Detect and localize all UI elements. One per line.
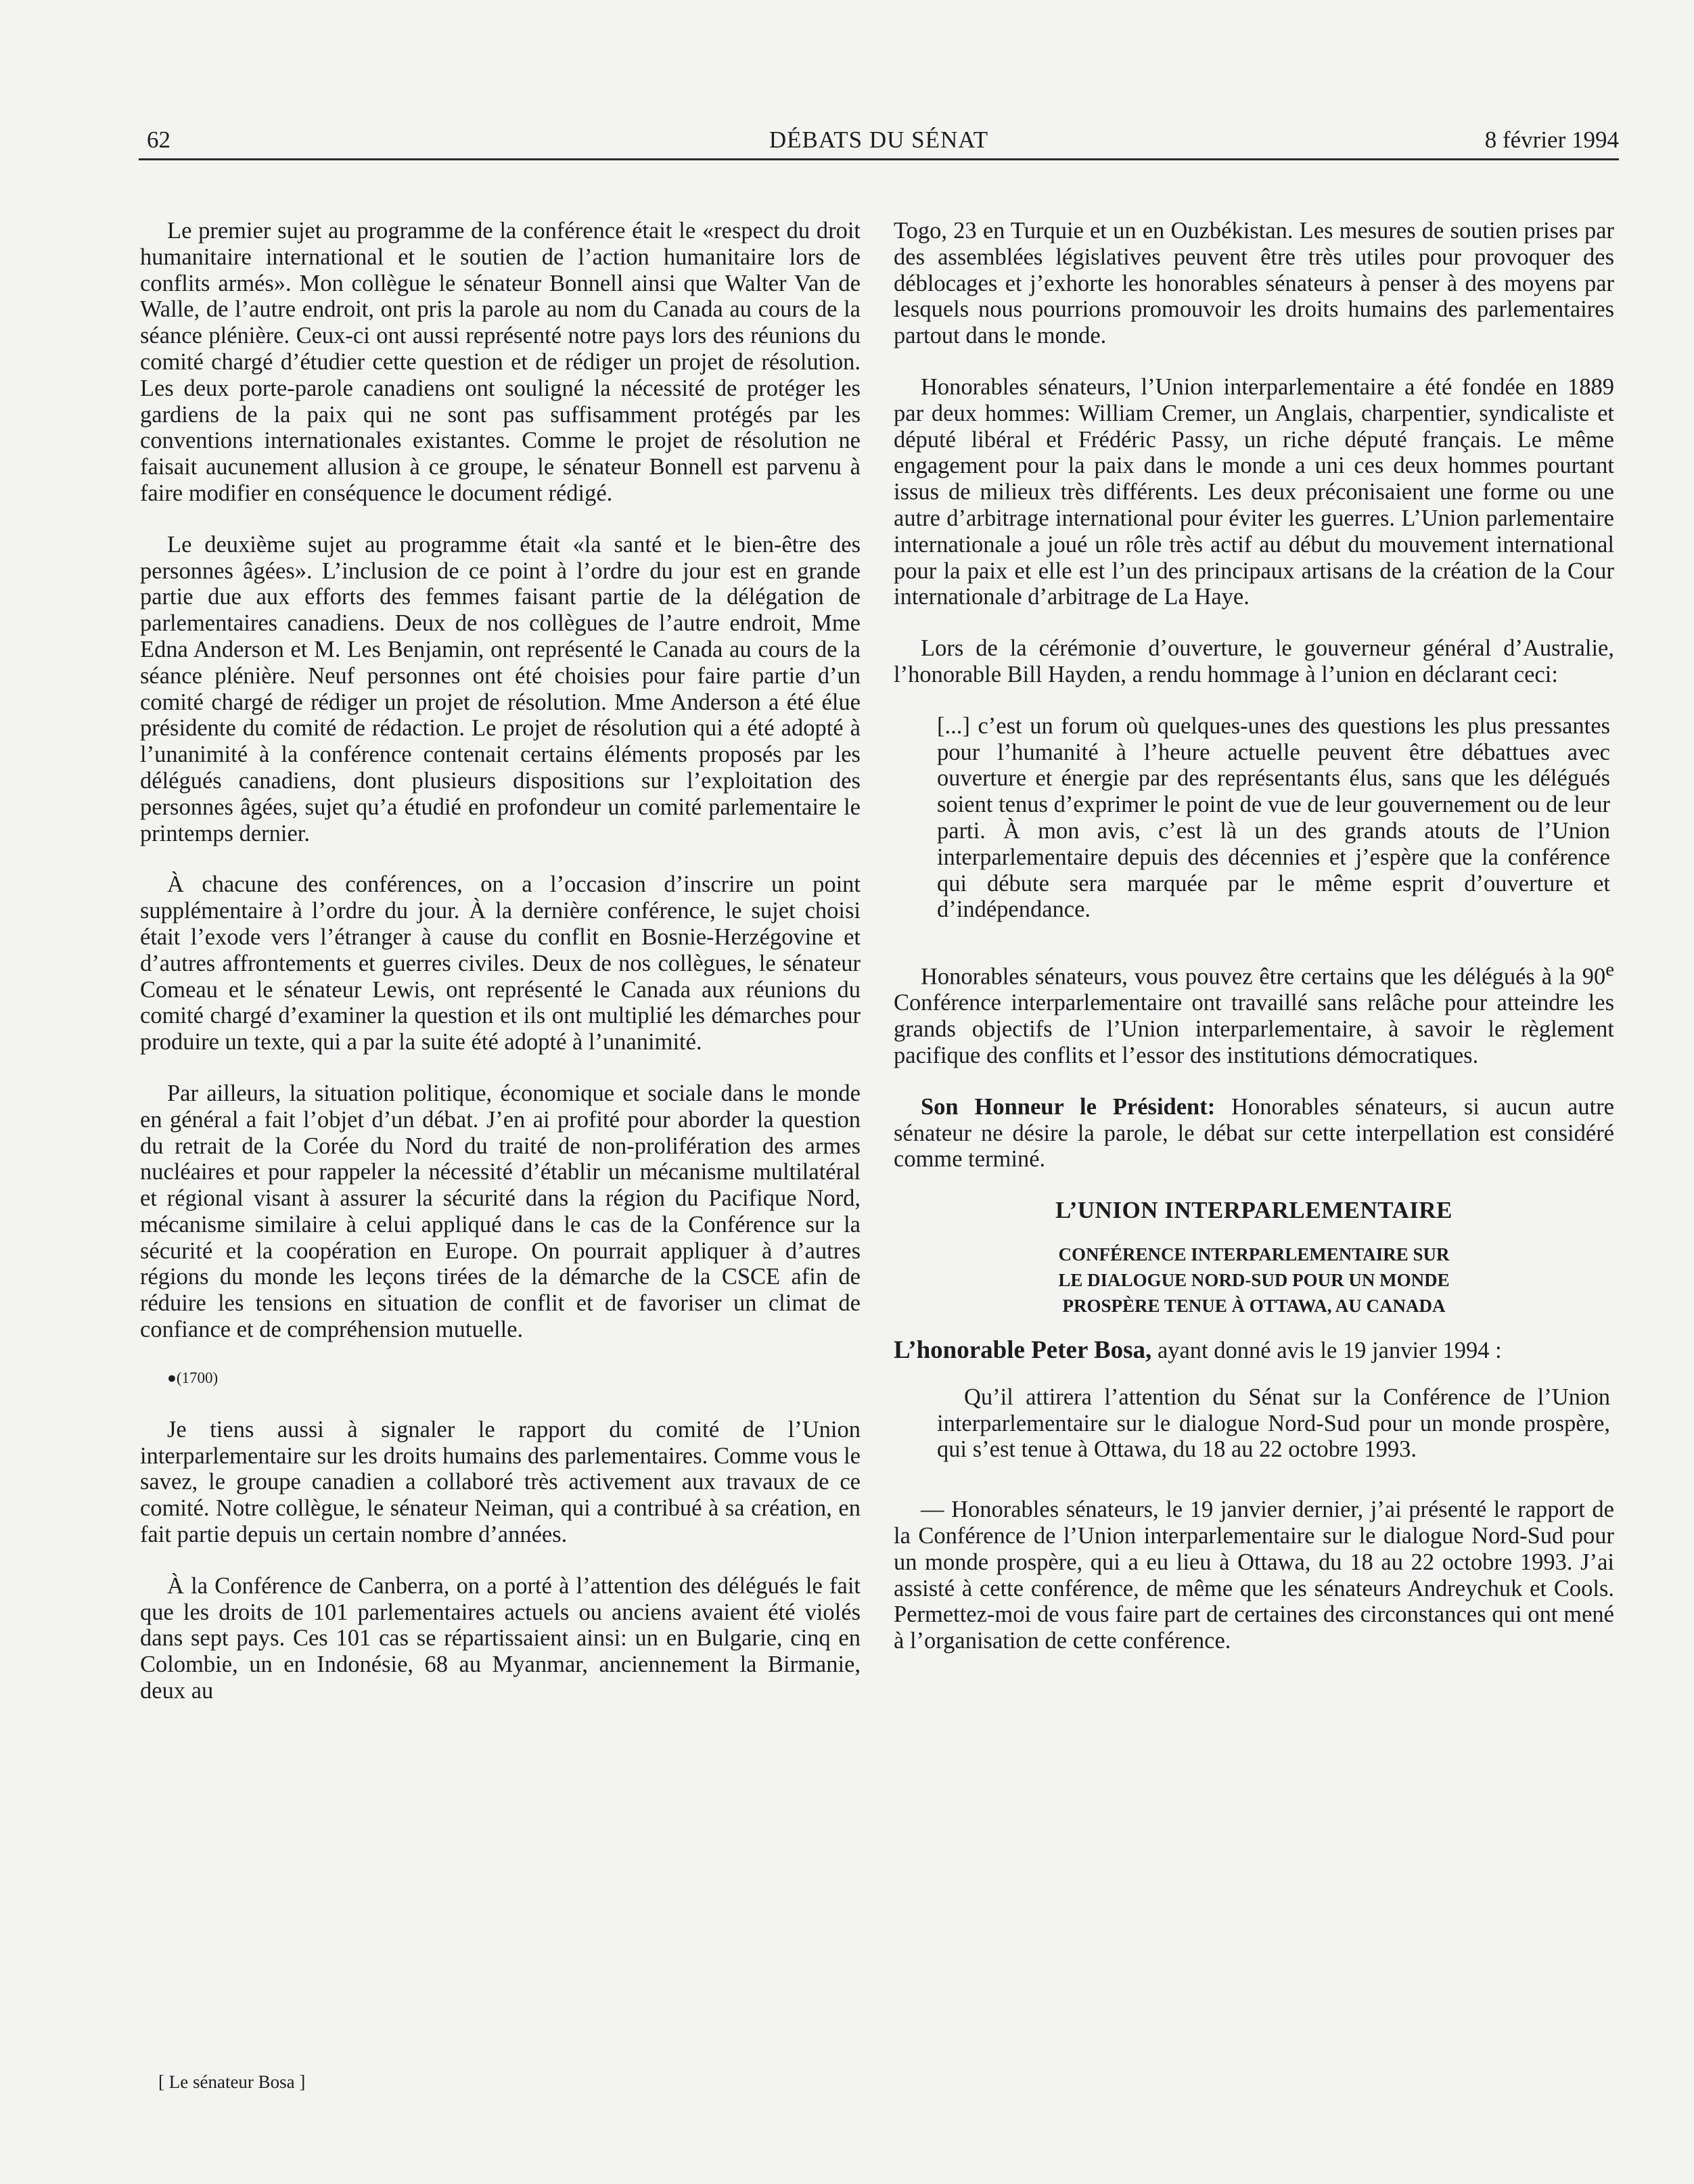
page-header [139, 123, 1619, 157]
paragraph [894, 957, 1614, 1069]
text-run: ayant donné avis le 19 janvier 1994 : [1151, 1338, 1502, 1363]
right-column [894, 218, 1614, 1679]
paragraph: Lors de la cérémonie d’ouverture, le gouverneur général d’Australie, l’honorable Bill Hayden, a rendu hommage à l’union en déclarant ceci: [894, 635, 1614, 687]
superscript: e [1605, 959, 1614, 981]
text-run: Honorables sénateurs, vous pouvez être certains que les délégués à la 90 [921, 963, 1606, 990]
paragraph [894, 1094, 1614, 1173]
paragraph: Je tiens aussi à signaler le rapport du comité de l’Union interparlementaire sur les droits humains des parlementaires. Comme vous le savez, le groupe canadien a collaboré très activement aux travaux de ce comité. Notre collègue, le sénateur Neiman, qui a contribué à sa création, en fait partie depuis un certain nombre d’années. [140, 1416, 861, 1548]
text-run: Conférence interparlementaire ont travaillé sans relâche pour atteindre les grands objectifs de l’Union interparlementaire, à savoir le règlement pacifique des conflits et l’essor des institutions démocratiques. [894, 990, 1614, 1069]
section-subtitle [997, 1242, 1511, 1319]
paragraph: — Honorables sénateurs, le 19 janvier dernier, j’ai présenté le rapport de la Conférence de l’Union interparlementaire sur le dialogue Nord-Sud pour un monde prospère, qui a eu lieu à Ottawa, du 18 au 22 octobre 1993. J’ai assisté à cette conférence, de même que les sénateurs Andreychuk et Cools. Permettez-moi de vous faire part de certaines des circonstances qui ont mené à l’organisation de cette conférence. [894, 1497, 1614, 1654]
paragraph: Par ailleurs, la situation politique, économique et sociale dans le monde en général a fait l’objet d’un débat. J’en ai profité pour aborder la question du retrait de la Corée du Nord du traité de non-prolifération des armes nucléaires et pour rappeler la nécessité d’établir un mécanisme multilatéral et régional visant à assurer la sécurité dans la région du Pacifique Nord, mécanisme similaire à celui appliqué dans le cas de la Conférence sur la sécurité et la coopération en Europe. On pourrait appliquer à d’autres régions du monde les leçons tirées de la démarche de la CSCE afin de réduire les tensions en situation de conflit et de favoriser un climat de confiance et de compréhension mutuelle. [140, 1080, 861, 1343]
time-marker: ●(1700) [167, 1369, 219, 1386]
speaker-name: Son Honneur le Président: [921, 1093, 1216, 1120]
subtitle-line: CONFÉRENCE INTERPARLEMENTAIRE SUR [1058, 1244, 1450, 1265]
speaker-footer-tag: [ Le sénateur Bosa ] [158, 2072, 306, 2092]
paragraph: Honorables sénateurs, l’Union interparlementaire a été fondée en 1889 par deux hommes: William Cremer, un Anglais, charpentier, syndicaliste et député libéral et Frédéric Passy, un riche député français. Le même engagement pour la paix dans le monde a uni ces deux hommes pourtant issus de milieux très différents. Les deux préconisaient une forme ou une autre d’arbitrage international pour éviter les guerres. L’Union parlementaire internationale a joué un rôle très actif au début du mouvement international pour la paix et elle est l’un des principaux artisans de la création de la Cour internationale d’arbitrage de La Haye. [894, 373, 1614, 610]
text-run: Honorables sénateurs, si aucun autre sénateur ne désire la parole, le débat sur cette interpellation est considéré comme terminé. [894, 1093, 1614, 1173]
speaker-name: L’honorable Peter Bosa, [894, 1336, 1152, 1364]
subtitle-line: PROSPÈRE TENUE À OTTAWA, AU CANADA [1062, 1296, 1446, 1316]
paragraph: Le deuxième sujet au programme était «la santé et le bien-être des personnes âgées». L’inclusion de ce point à l’ordre du jour est en grande partie due aux efforts des femmes faisant partie de la délégation de parlementaires canadiens. Deux de nos collègues de l’autre endroit, Mme Edna Anderson et M. Les Benjamin, ont représenté le Canada au cours de la séance plénière. Neuf personnes ont été choisies pour faire partie d’un comité chargé de rédiger un projet de résolution. Mme Anderson a été élue présidente du comité de rédaction. Le projet de résolution qui a été adopté à l’unanimité à la conférence contenait certains éléments proposés par les délégués canadiens, dont plusieurs dispositions sur l’exploitation des personnes âgées, sujet qu’a étudié en profondeur un comité parlementaire le printemps dernier. [140, 531, 861, 846]
page-number: 62 [147, 127, 170, 153]
paragraph: Le premier sujet au programme de la conférence était le «respect du droit humanitaire international et le soutien de l’action humanitaire lors de conflits armés». Mon collègue le sénateur Bonnell ainsi que Walter Van de Walle, de l’autre endroit, ont pris la parole au nom du Canada au cours de la séance plénière. Ceux-ci ont aussi représenté notre pays lors des réunions du comité chargé d’étudier cette question et de rédiger un projet de résolution. Les deux porte-parole canadiens ont souligné la nécessité de protéger les gardiens de la paix qui ne sont pas suffisamment protégés par les conventions internationales existantes. Comme le projet de résolution ne faisait aucunement allusion à ce groupe, le sénateur Bonnell est parvenu à faire modifier en conséquence le document rédigé. [140, 218, 861, 506]
block-quote: Qu’il attirera l’attention du Sénat sur la Conférence de l’Union interparlementaire sur le dialogue Nord-Sud pour un monde prospère, qui s’est tenue à Ottawa, du 18 au 22 octobre 1993. [937, 1384, 1610, 1463]
left-column [140, 218, 861, 1729]
paragraph [894, 1338, 1614, 1364]
header-rule [139, 158, 1619, 160]
sitting-date: 8 février 1994 [1484, 127, 1619, 153]
paragraph: À chacune des conférences, on a l’occasion d’inscrire un point supplémentaire à l’ordre du jour. À la dernière conférence, le sujet choisi était l’exode vers l’étranger à cause du conflit en Bosnie-Herzégovine et d’autres affrontements et guerres civiles. Deux de nos collègues, le sénateur Comeau et le sénateur Lewis, ont représenté le Canada aux réunions du comité chargé d’examiner la question et ils ont multiplié les démarches pour produire un texte, qui a par la suite été adopté à l’unanimité. [140, 871, 861, 1055]
subtitle-line: LE DIALOGUE NORD-SUD POUR UN MONDE [1058, 1270, 1450, 1290]
block-quote: [...] c’est un forum où quelques-unes des questions les plus pressantes pour l’humanité à l’heure actuelle peuvent être débattues avec ouverture et énergie par des représentants élus, sans que les délégués soient tenus d’exprimer le point de vue de leur gouvernement ou de leur parti. À mon avis, c’est là un des grands atouts de l’Union interparlementaire depuis des décennies et j’espère que la conférence qui débute sera marquée par le même esprit d’ouverture et d’indépendance. [937, 712, 1610, 923]
section-title: L’UNION INTERPARLEMENTAIRE [1055, 1197, 1452, 1224]
publication-title: DÉBATS DU SÉNAT [769, 127, 989, 153]
paragraph: Togo, 23 en Turquie et un en Ouzbékistan. Les mesures de soutien prises par des assemblées législatives peuvent être très utiles pour provoquer des déblocages et j’exhorte les honorables sénateurs à penser à des moyens par lesquels nous pourrions promouvoir les droits humains des parlementaires partout dans le monde. [894, 218, 1614, 349]
paragraph: À la Conférence de Canberra, on a porté à l’attention des délégués le fait que les droits de 101 parlementaires actuels ou anciens avaient été violés dans sept pays. Ces 101 cas se répartissaient ainsi: un en Bulgarie, cinq en Colombie, un en Indonésie, 68 au Myanmar, anciennement la Birmanie, deux au [140, 1572, 861, 1704]
